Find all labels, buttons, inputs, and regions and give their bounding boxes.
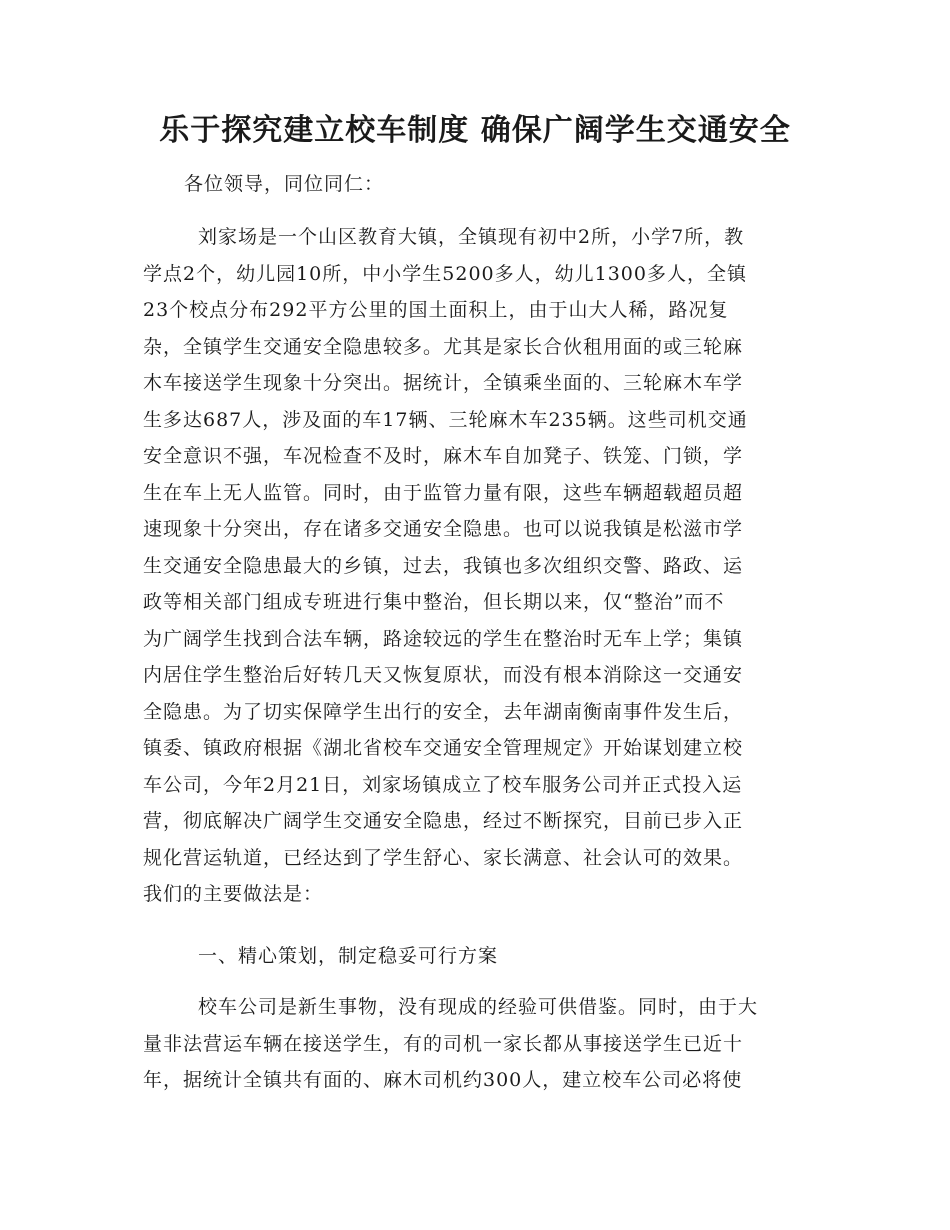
document-title: 乐于探究建立校车制度 确保广阔学生交通安全 bbox=[159, 113, 791, 148]
paragraph-line: 杂，全镇学生交通安全隐患较多。尤其是家长合伙租用面的或三轮麻 bbox=[143, 335, 744, 358]
paragraph-line: 年，据统计全镇共有面的、麻木司机约300人，建立校车公司必将使 bbox=[143, 1069, 743, 1091]
paragraph-line: 木车接送学生现象十分突出。据统计，全镇乘坐面的、三轮麻木车学 bbox=[143, 372, 744, 394]
paragraph-line: 23个校点分布292平方公里的国土面积上，由于山大人稀，路况复 bbox=[143, 299, 729, 321]
paragraph-line: 校车公司是新生事物，没有现成的经验可供借鉴。同时，由于大 bbox=[198, 996, 759, 1018]
section-heading: 一、精心策划，制定稳妥可行方案 bbox=[198, 945, 499, 967]
paragraph-line: 车公司，今年2月21日，刘家场镇成立了校车服务公司并正式投入运 bbox=[143, 773, 743, 796]
paragraph-line: 学点2个，幼儿园10所，中小学生5200多人，幼儿1300多人，全镇 bbox=[143, 262, 747, 285]
paragraph-line: 安全意识不强，车况检查不及时，麻木车自加凳子、铁笼、门锁，学 bbox=[143, 445, 744, 467]
salutation: 各位领导，同位同仁： bbox=[184, 173, 385, 195]
paragraph-line: 规化营运轨道，已经达到了学生舒心、家长满意、社会认可的效果。 bbox=[143, 846, 744, 869]
paragraph-line: 全隐患。为了切实保障学生出行的安全，去年湖南衡南事件发生后， bbox=[143, 700, 744, 723]
paragraph-line: 生多达687人，涉及面的车17辆、三轮麻木车235辆。这些司机交通 bbox=[143, 408, 748, 431]
paragraph-line: 生在车上无人监管。同时，由于监管力量有限，这些车辆超载超员超 bbox=[143, 481, 744, 504]
paragraph-line: 量非法营运车辆在接送学生，有的司机一家长都从事接送学生已近十 bbox=[143, 1032, 744, 1055]
paragraph-line: 镇委、镇政府根据《湖北省校车交通安全管理规定》开始谋划建立校 bbox=[143, 737, 744, 759]
paragraph-line: 速现象十分突出，存在诸多交通安全隐患。也可以说我镇是松滋市学 bbox=[143, 518, 744, 540]
paragraph-line: 营，彻底解决广阔学生交通安全隐患，经过不断探究，目前已步入正 bbox=[143, 810, 744, 832]
paragraph-line: 生交通安全隐患最大的乡镇，过去，我镇也多次组织交警、路政、运 bbox=[143, 554, 744, 577]
paragraph-2 bbox=[143, 989, 808, 1099]
paragraph-line: 政等相关部门组成专班进行集中整治，但长期以来，仅“整治”而不 bbox=[143, 591, 725, 613]
paragraph-1 bbox=[143, 219, 808, 913]
paragraph-line: 内居住学生整治后好转几天又恢复原状，而没有根本消除这一交通安 bbox=[143, 664, 744, 686]
paragraph-line: 我们的主要做法是： bbox=[143, 883, 324, 905]
paragraph-line: 为广阔学生找到合法车辆，路途较远的学生在整治时无车上学；集镇 bbox=[143, 627, 744, 650]
paragraph-line: 刘家场是一个山区教育大镇，全镇现有初中2所，小学7所，教 bbox=[198, 226, 745, 248]
